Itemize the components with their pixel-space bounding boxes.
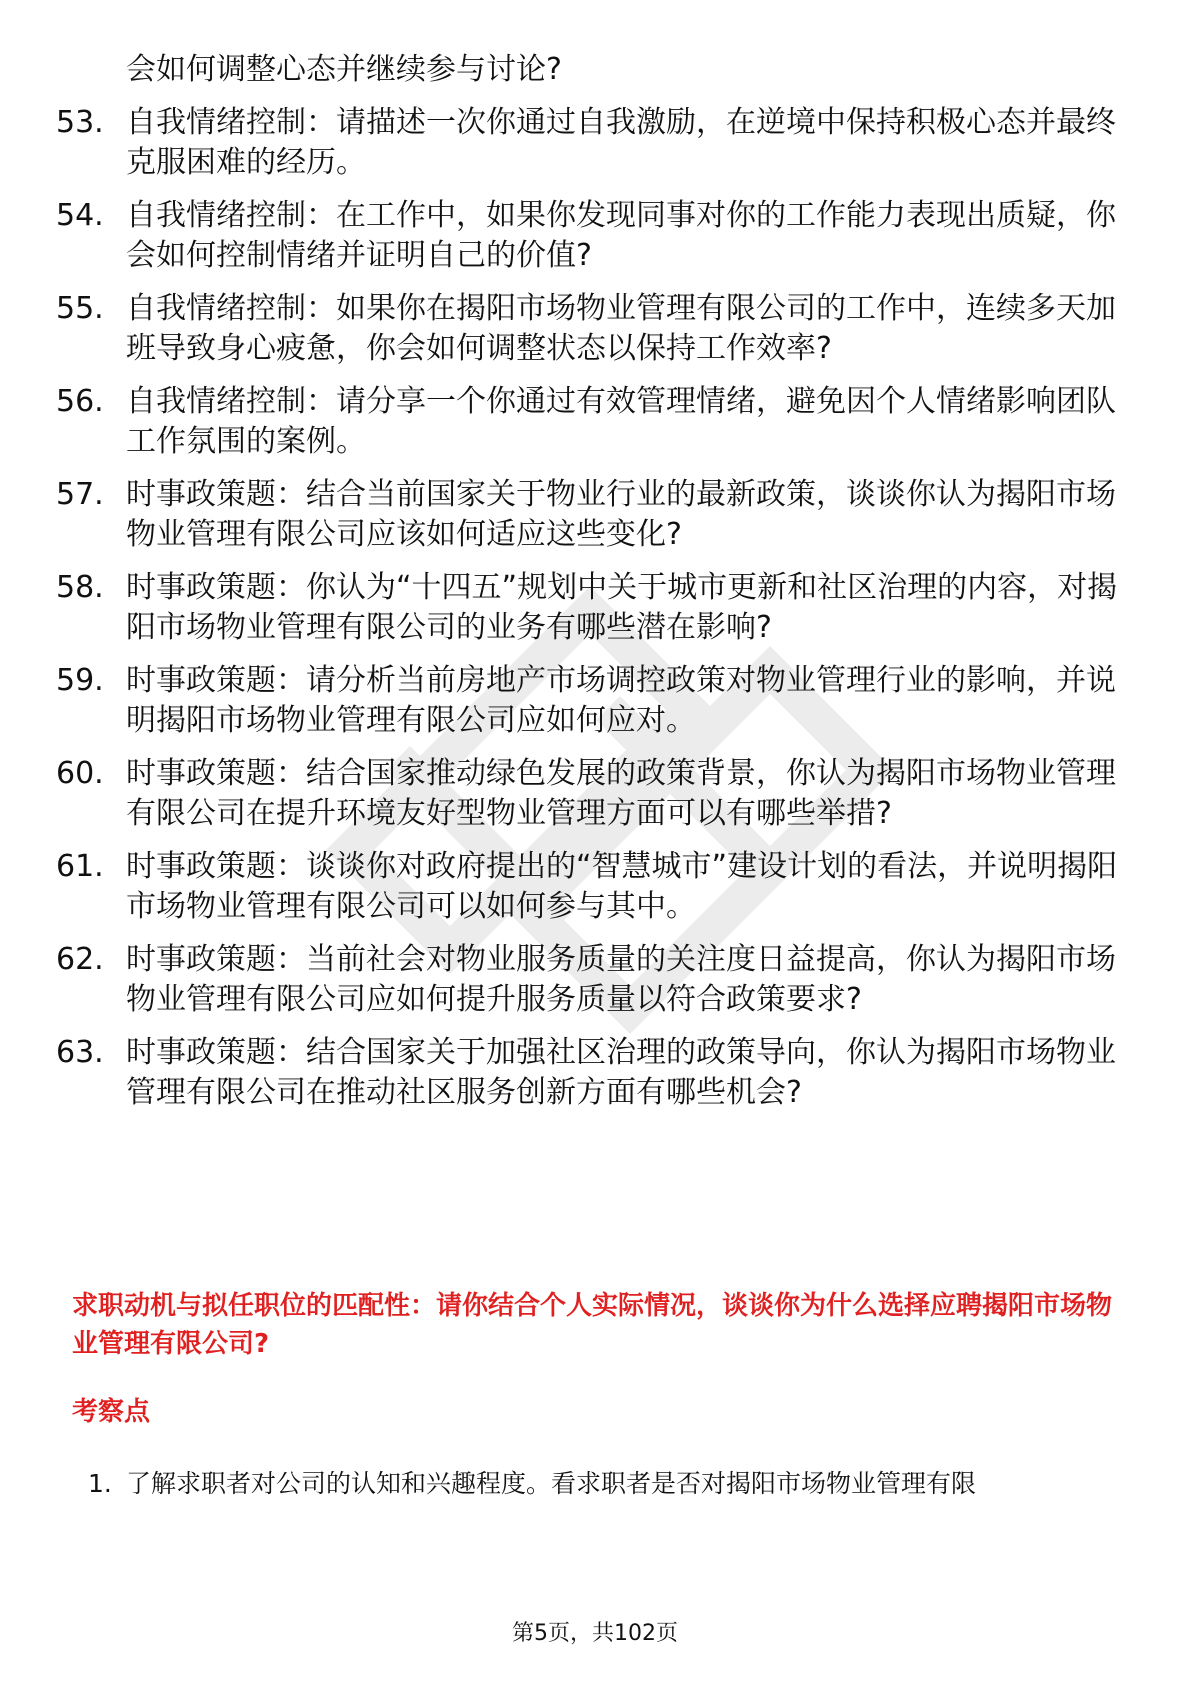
question-number: 54.	[56, 198, 104, 233]
list-item	[0, 475, 1190, 555]
question-text: 时事政策题：当前社会对物业服务质量的关注度日益提高，你认为揭阳市场物业管理有限公司应如何提升服务质量以符合政策要求?	[126, 942, 1116, 1017]
question-text: 时事政策题：结合国家推动绿色发展的政策背景，你认为揭阳市场物业管理有限公司在提升环境友好型物业管理方面可以有哪些举措?	[126, 756, 1116, 831]
question-number: 55.	[56, 291, 104, 326]
question-text: 时事政策题：你认为“十四五”规划中关于城市更新和社区治理的内容，对揭阳市场物业管理有限公司的业务有哪些潜在影响?	[126, 570, 1118, 645]
list-item	[0, 568, 1190, 648]
question-list	[0, 50, 1190, 1126]
question-text: 自我情绪控制：如果你在揭阳市场物业管理有限公司的工作中，连续多天加班导致身心疲惫，你会如何调整状态以保持工作效率?	[126, 291, 1116, 366]
list-item	[0, 1467, 1190, 1501]
question-text: 时事政策题：谈谈你对政府提出的“智慧城市”建设计划的看法，并说明揭阳市场物业管理有限公司可以如何参与其中。	[126, 849, 1118, 924]
question-number: 62.	[56, 942, 104, 977]
page-footer: 第5页，共102页	[512, 1621, 678, 1646]
question-text: 时事政策题：结合国家关于加强社区治理的政策导向，你认为揭阳市场物业管理有限公司在推动社区服务创新方面有哪些机会?	[126, 1035, 1116, 1110]
list-item	[0, 196, 1190, 276]
question-number: 60.	[56, 756, 104, 791]
question-text: 会如何调整心态并继续参与讨论?	[126, 52, 562, 87]
question-number: 58.	[56, 570, 104, 605]
list-item	[0, 382, 1190, 462]
list-item	[0, 754, 1190, 834]
question-number: 63.	[56, 1035, 104, 1070]
question-text: 自我情绪控制：请描述一次你通过自我激励，在逆境中保持积极心态并最终克服困难的经历。	[126, 105, 1116, 180]
question-number: 56.	[56, 384, 104, 419]
question-number: 53.	[56, 105, 104, 140]
point-text: 了解求职者对公司的认知和兴趣程度。看求职者是否对揭阳市场物业管理有限	[126, 1469, 977, 1498]
list-item	[0, 103, 1190, 183]
question-text: 自我情绪控制：请分享一个你通过有效管理情绪，避免因个人情绪影响团队工作氛围的案例。	[126, 384, 1116, 459]
list-item	[0, 289, 1190, 369]
points-title: 考察点	[72, 1397, 151, 1427]
list-item	[0, 1033, 1190, 1113]
question-text: 自我情绪控制：在工作中，如果你发现同事对你的工作能力表现出质疑，你会如何控制情绪并证明自己的价值?	[126, 198, 1116, 273]
question-text: 时事政策题：结合当前国家关于物业行业的最新政策，谈谈你认为揭阳市场物业管理有限公司应该如何适应这些变化?	[126, 477, 1116, 552]
question-number: 59.	[56, 663, 104, 698]
list-item	[0, 940, 1190, 1020]
list-item	[0, 661, 1190, 741]
question-number: 61.	[56, 849, 104, 884]
point-number: 1.	[88, 1469, 112, 1498]
question-number: 57.	[56, 477, 104, 512]
list-item	[0, 50, 1190, 90]
list-item	[0, 847, 1190, 927]
section-heading: 求职动机与拟任职位的匹配性：请你结合个人实际情况，谈谈你为什么选择应聘揭阳市场物业管理有限公司?	[72, 1291, 1113, 1359]
question-text: 时事政策题：请分析当前房地产市场调控政策对物业管理行业的影响，并说明揭阳市场物业管理有限公司应如何应对。	[126, 663, 1116, 738]
